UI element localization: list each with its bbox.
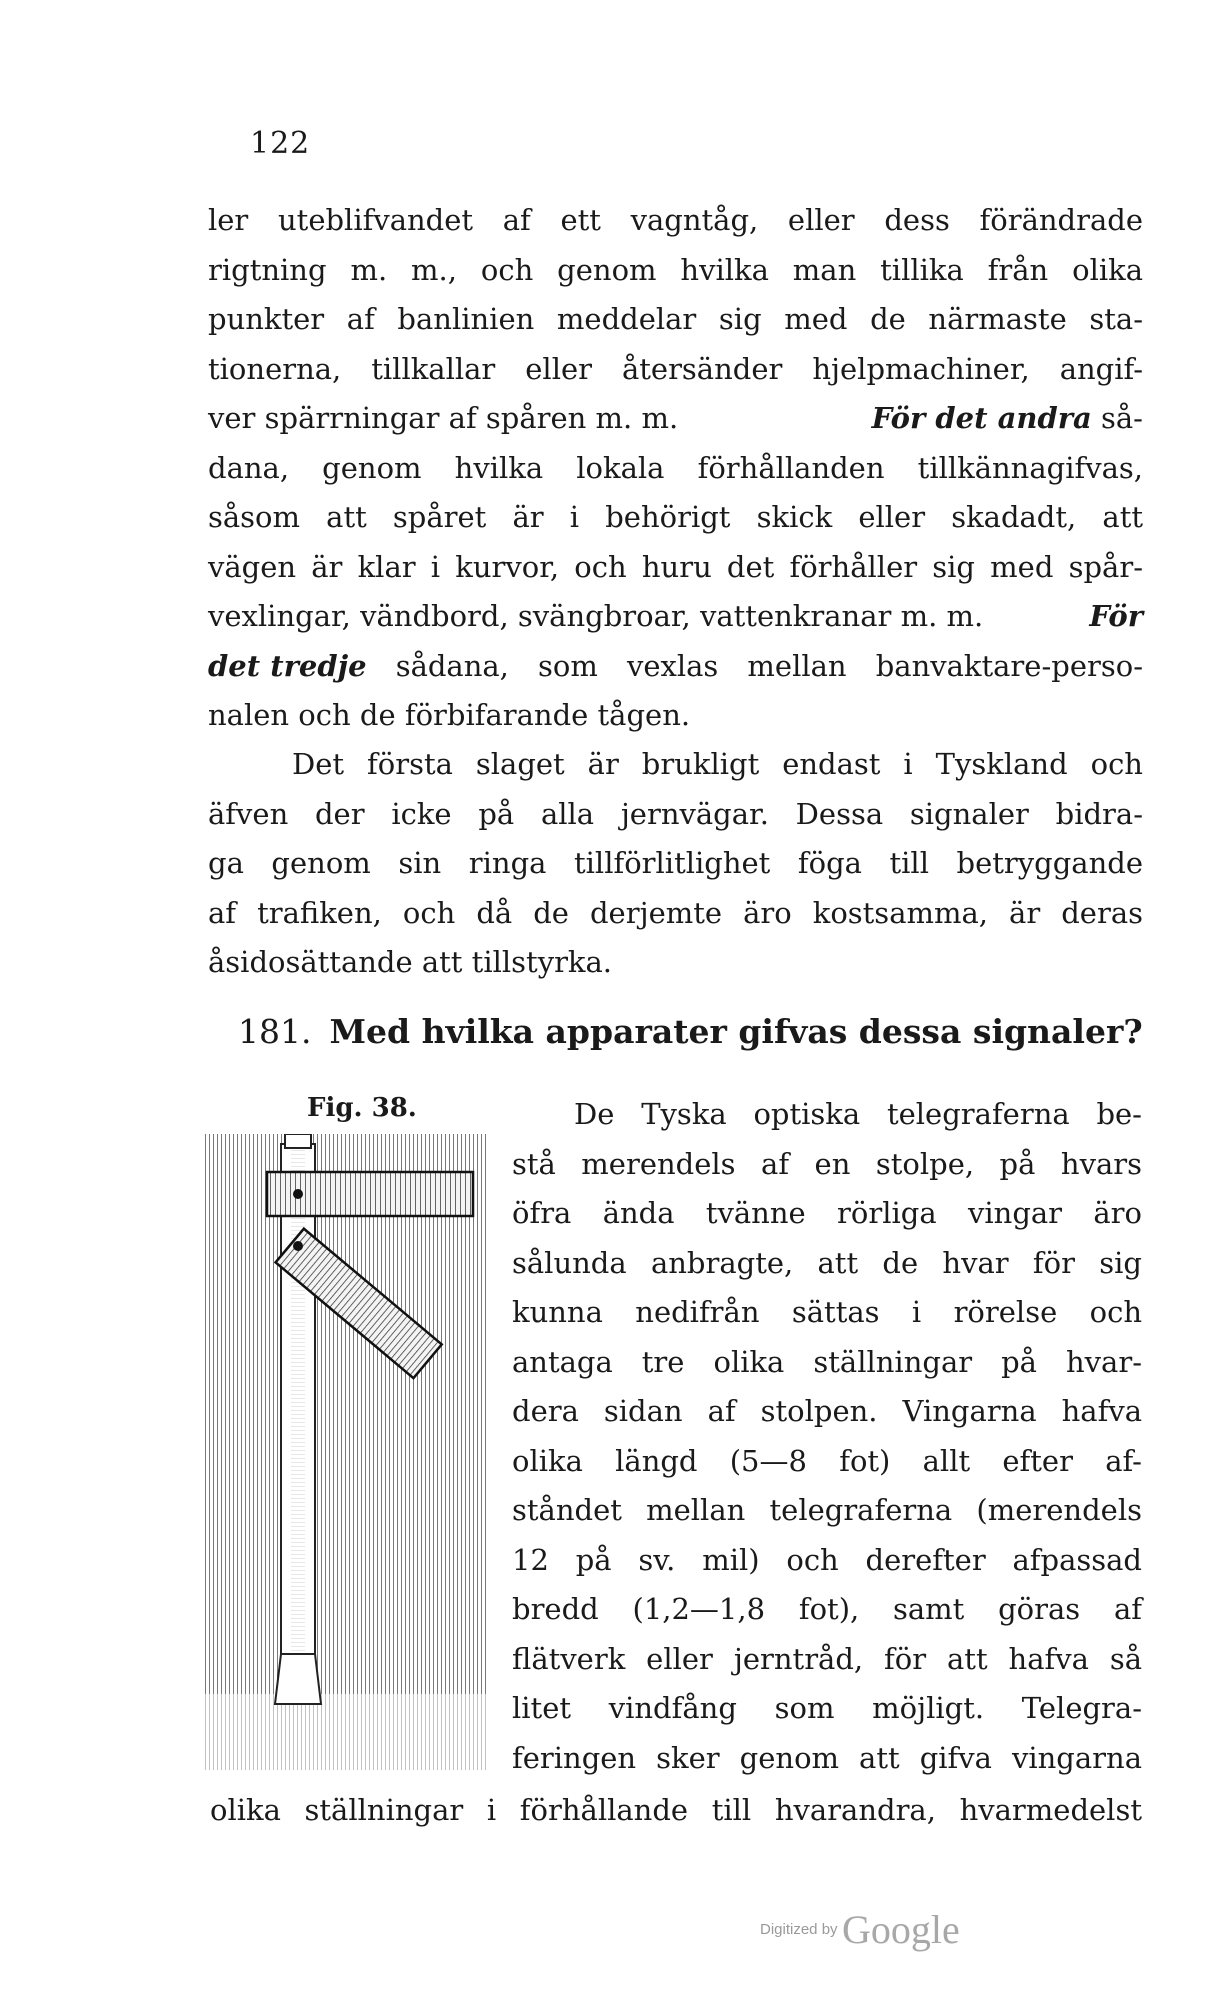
- text-line: sålunda anbragte, att de hvar för sig: [512, 1245, 1142, 1280]
- text-line: litet vindfång som möjligt. Telegra-: [512, 1691, 1142, 1725]
- page-number: 122: [250, 126, 311, 161]
- text-line: [208, 592, 1143, 642]
- text-line: bredd (1,2—1,8 fot), samt göras af: [512, 1592, 1142, 1626]
- text-line: dera sidan af stolpen. Vingarna hafva: [512, 1394, 1142, 1428]
- text-run: ver spärrningar af spåren m. m.: [208, 401, 688, 435]
- text-line: olika ställningar i förhållande till hvarandra, hvarmedelst: [210, 1793, 1142, 1827]
- text-line: 12 på sv. mil) och derefter afpassad: [512, 1542, 1142, 1577]
- text-run: så-: [1091, 401, 1143, 435]
- telegraph-illustration: [205, 1134, 487, 1770]
- text-line: [208, 394, 1143, 444]
- text-line: [208, 642, 1143, 692]
- text-run: vexlingar, vändbord, svängbroar, vattenkranar m. m.: [208, 599, 993, 633]
- text-line: feringen sker genom att gifva vingarna: [512, 1740, 1142, 1775]
- text-line: rigtning m. m., och genom hvilka man tillika från olika: [208, 252, 1143, 287]
- watermark-prefix: Digitized by: [760, 1921, 838, 1938]
- digitization-watermark: [760, 1906, 960, 1953]
- text-line: ståndet mellan telegraferna (merendels: [512, 1493, 1142, 1527]
- text-line: äfven der icke på alla jernvägar. Dessa signaler bidra-: [208, 796, 1143, 831]
- italic-phrase: För: [1089, 599, 1143, 633]
- hatched-background: [205, 1134, 487, 1770]
- google-logo: Google: [842, 1907, 960, 1952]
- text-line: ga genom sin ringa tillförlitlighet föga till betryggande: [208, 846, 1143, 880]
- text-line: dana, genom hvilka lokala förhållanden tillkännagifvas,: [208, 450, 1143, 485]
- text-line: olika längd (5—8 fot) allt efter af-: [512, 1443, 1142, 1478]
- text-line: åsidosättande att tillstyrka.: [208, 945, 613, 979]
- text-line: ler uteblifvandet af ett vagntåg, eller dess förändrade: [208, 203, 1143, 237]
- text-run: sådana, som vexlas mellan banvaktare-perso-: [366, 648, 1143, 683]
- text-line: Det första slaget är brukligt endast i Tyskland och: [292, 747, 1143, 781]
- text-line: flätverk eller jerntråd, för att hafva så: [512, 1641, 1142, 1676]
- text-line: punkter af banlinien meddelar sig med de närmaste sta-: [208, 302, 1143, 336]
- text-line: tionerna, tillkallar eller återsänder hjelpmachiner, angif-: [208, 351, 1143, 386]
- figure-label: Fig. 38.: [307, 1093, 417, 1123]
- section-heading: [238, 1012, 1143, 1051]
- final-line: [210, 1786, 1142, 1836]
- text-line: öfra ända tvänne rörliga vingar äro: [512, 1196, 1142, 1230]
- text-line: stå merendels af en stolpe, på hvars: [512, 1146, 1142, 1181]
- italic-phrase: För det andra: [871, 401, 1092, 435]
- wrap-paragraph: [512, 1090, 1142, 1783]
- text-line: såsom att spåret är i behörigt skick eller skadadt, att: [208, 500, 1143, 534]
- text-line: kunna nedifrån sättas i rörelse och: [512, 1295, 1142, 1329]
- text-line: vägen är klar i kurvor, och huru det förhåller sig med spår-: [208, 549, 1143, 584]
- text-line: antaga tre olika ställningar på hvar-: [512, 1344, 1142, 1379]
- section-number: 181.: [238, 1012, 312, 1051]
- text-line: nalen och de förbifarande tågen.: [208, 698, 691, 732]
- text-line: De Tyska optiska telegraferna be-: [574, 1097, 1142, 1131]
- paragraph-2: [208, 740, 1143, 988]
- telegraph-figure: [205, 1134, 487, 1770]
- text-run: [872, 394, 1143, 444]
- text-line: af trafiken, och då de derjemte äro kostsamma, är deras: [208, 895, 1143, 930]
- section-title: Med hvilka apparater gifvas dessa signaler?: [329, 1012, 1143, 1051]
- italic-phrase: det tredje: [208, 648, 367, 683]
- paragraph-1: [208, 196, 1143, 741]
